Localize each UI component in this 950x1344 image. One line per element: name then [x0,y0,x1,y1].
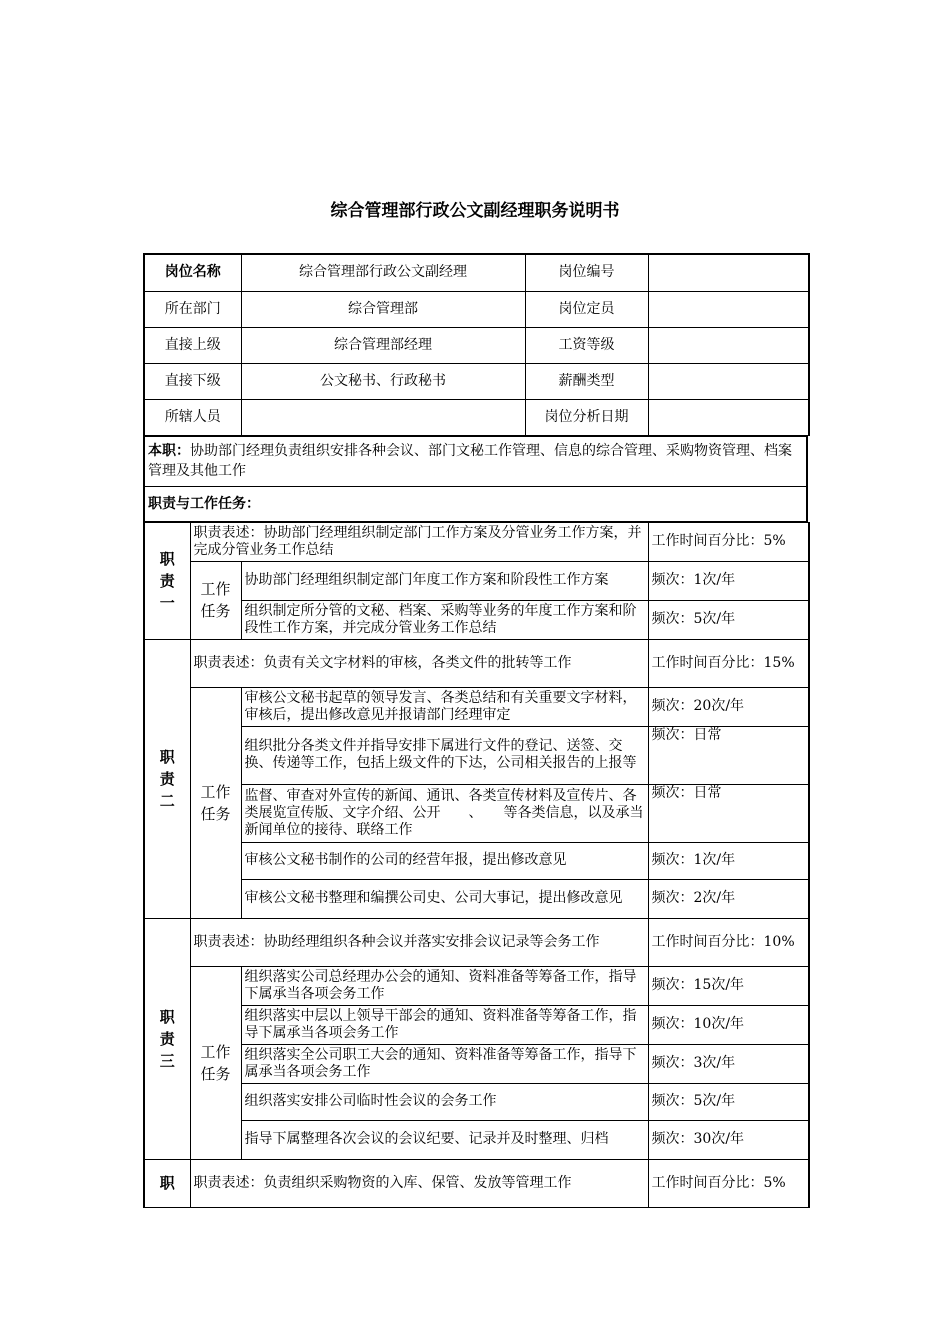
duty-label: 职 [144,1159,190,1207]
info-label: 薪酬类型 [525,363,648,399]
duties-header: 职责与工作任务： [144,486,807,521]
task-text: 组织落实公司总经理办公会的通知、资料准备等筹备工作，指导下属承当各项会务工作 [241,966,648,1005]
task-text: 组织落实中层以上领导干部会的通知、资料准备等筹备工作，指导下属承当各项会务工作 [241,1005,648,1044]
task-freq: 频次：3次/年 [648,1044,809,1083]
task-text: 组织落实安排公司临时性会议的会务工作 [241,1083,648,1120]
duty-label: 职 责 二 [144,639,190,918]
main-duty-table [143,436,808,522]
info-label: 岗位名称 [144,254,241,291]
info-value [648,254,809,291]
info-value [241,399,525,435]
task-freq: 频次：日常 [648,784,809,842]
task-freq: 频次：2次/年 [648,879,809,918]
task-text: 指导下属整理各次会议的会议纪要、记录并及时整理、归档 [241,1120,648,1159]
duties-table [143,522,810,1208]
task-text: 监督、审查对外宣传的新闻、通讯、各类宣传材料及宣传片、各类展览宣传版、文字介绍、公开 、 等各类信息，以及承当新闻单位的接待、联络工作 [241,784,648,842]
info-value: 综合管理部经理 [241,327,525,363]
info-label: 所辖人员 [144,399,241,435]
info-label: 岗位分析日期 [525,399,648,435]
task-text: 协助部门经理组织制定部门年度工作方案和阶段性工作方案 [241,561,648,600]
task-label: 工作 任务 [190,966,241,1159]
duty-desc: 职责表述：协助部门经理组织制定部门工作方案及分管业务工作方案，并完成分管业务工作总结 [190,522,648,561]
info-value [648,291,809,327]
info-label: 直接下级 [144,363,241,399]
duty-label: 职 责 三 [144,918,190,1159]
duty-desc: 职责表述：负责有关文字材料的审核，各类文件的批转等工作 [190,639,648,687]
task-freq: 频次：20次/年 [648,687,809,726]
info-value [648,363,809,399]
main-duty [144,436,807,486]
task-freq: 频次：30次/年 [648,1120,809,1159]
info-label: 岗位编号 [525,254,648,291]
info-label: 岗位定员 [525,291,648,327]
task-text: 审核公文秘书起草的领导发言、各类总结和有关重要文字材料，审核后，提出修改意见并报请部门经理审定 [241,687,648,726]
task-text: 审核公文秘书制作的公司的经营年报，提出修改意见 [241,842,648,879]
info-value: 综合管理部行政公文副经理 [241,254,525,291]
info-label: 直接上级 [144,327,241,363]
task-freq: 频次：15次/年 [648,966,809,1005]
duty-pct: 工作时间百分比：10% [648,918,809,966]
task-freq: 频次：1次/年 [648,561,809,600]
duty-pct: 工作时间百分比：5% [648,1159,809,1207]
info-value: 综合管理部 [241,291,525,327]
task-freq: 频次：5次/年 [648,600,809,639]
job-description-form [143,253,808,1208]
task-label: 工作 任务 [190,561,241,639]
duty-desc: 职责表述：协助经理组织各种会议并落实安排会议记录等会务工作 [190,918,648,966]
info-label: 所在部门 [144,291,241,327]
info-value: 公文秘书、行政秘书 [241,363,525,399]
task-freq: 频次：1次/年 [648,842,809,879]
basic-info-table [143,253,810,436]
duty-pct: 工作时间百分比：15% [648,639,809,687]
info-value [648,399,809,435]
task-text: 组织批分各类文件并指导安排下属进行文件的登记、送签、交换、传递等工作，包括上级文件的下达，公司相关报告的上报等 [241,726,648,784]
task-label: 工作 任务 [190,687,241,918]
info-label: 工资等级 [525,327,648,363]
duty-desc: 职责表述：负责组织采购物资的入库、保管、发放等管理工作 [190,1159,648,1207]
task-text: 审核公文秘书整理和编撰公司史、公司大事记，提出修改意见 [241,879,648,918]
task-freq: 频次：日常 [648,726,809,784]
task-text: 组织制定所分管的文秘、档案、采购等业务的年度工作方案和阶段性工作方案，并完成分管业务工作总结 [241,600,648,639]
task-freq: 频次：10次/年 [648,1005,809,1044]
main-duty-text: 协助部门经理负责组织安排各种会议、部门文秘工作管理、信息的综合管理、采购物资管理、档案管理及其他工作 [148,443,792,479]
info-value [648,327,809,363]
main-duty-label: 本职： [148,443,190,459]
duty-pct: 工作时间百分比：5% [648,522,809,561]
page-title: 综合管理部行政公文副经理职务说明书 [330,201,620,221]
task-freq: 频次：5次/年 [648,1083,809,1120]
duty-label: 职 责 一 [144,522,190,639]
task-text: 组织落实全公司职工大会的通知、资料准备等筹备工作，指导下属承当各项会务工作 [241,1044,648,1083]
